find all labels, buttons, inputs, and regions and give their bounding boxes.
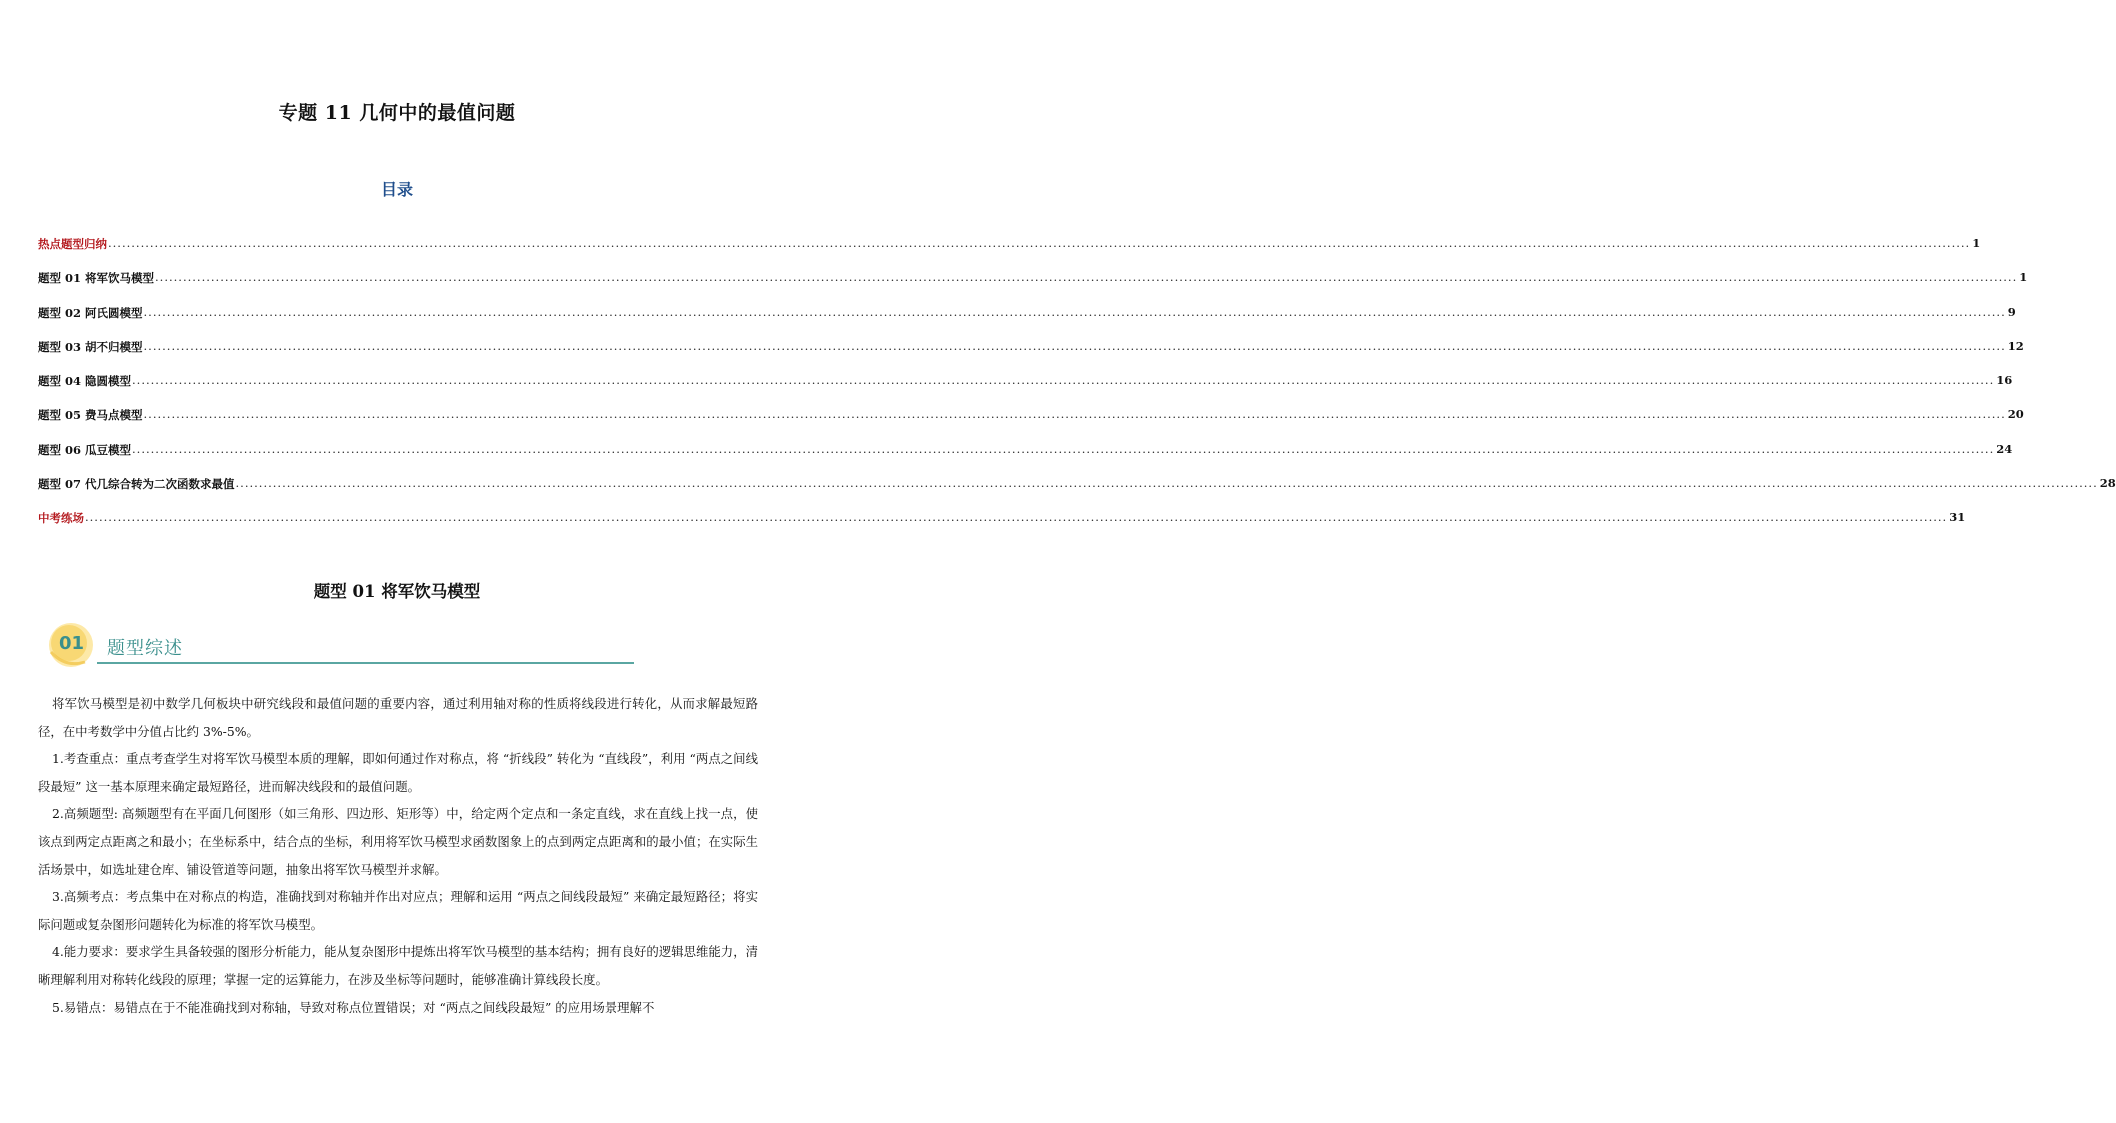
paragraph: 5.易错点：易错点在于不能准确找到对称轴，导致对称点位置错误；对 “两点之间线段最短” 的应用场景理解不 — [52, 999, 655, 1015]
banner-text: 题型综述 — [107, 638, 183, 659]
toc-entry[interactable] — [38, 373, 2013, 407]
toc-entry-page: 24 — [1996, 441, 2013, 456]
toc-entry[interactable] — [38, 441, 2013, 476]
toc-entry-page: 31 — [1949, 510, 1966, 525]
toc-entry-page: 20 — [2007, 407, 2024, 422]
section-body — [38, 690, 758, 1021]
toc-entry-page: 1 — [1972, 236, 1981, 250]
paragraph: 将军饮马模型是初中数学几何板块中研究线段和最值问题的重要内容，通过利用轴对称的性质将线段进行转化，从而求解最短路径，在中考数学中分值占比约 3%-5%。 — [38, 696, 758, 739]
section-banner — [45, 622, 635, 672]
banner-number: 01 — [59, 633, 85, 654]
toc-entry[interactable] — [38, 304, 2016, 339]
toc-leader-dots: ................................................................................................................................................................................................................................................................................................................................................................................................................ — [235, 476, 2098, 491]
toc-entry[interactable] — [38, 476, 2116, 510]
toc-entry-label: 题型 04 隐圆模型 — [38, 374, 132, 389]
toc-entry-page: 9 — [2007, 304, 2016, 319]
toc-entry-label: 中考练场 — [38, 511, 84, 526]
toc-leader-dots: ................................................................................................................................................................................................................................................................................................................................................................................................................ — [143, 407, 2006, 422]
toc-entry-page: 28 — [2099, 476, 2116, 491]
toc-entry-label: 题型 07 代几综合转为二次函数求最值 — [38, 477, 235, 492]
toc-leader-dots: ................................................................................................................................................................................................................................................................................................................................................................................................................ — [108, 236, 1971, 250]
toc-heading: 目录 — [380, 180, 413, 199]
table-of-contents — [38, 236, 2116, 545]
banner-underline — [97, 662, 634, 664]
paragraph: 3.高频考点：考点集中在对称点的构造，准确找到对称轴并作出对应点；理解和运用 “两点之间线段最短” 来确定最短路径；将实际问题或复杂图形问题转化为标准的将军饮马模型。 — [38, 889, 758, 932]
toc-entry-label: 题型 01 将军饮马模型 — [38, 271, 155, 286]
toc-entry-page: 12 — [2007, 338, 2024, 353]
toc-leader-dots: ................................................................................................................................................................................................................................................................................................................................................................................................................ — [143, 338, 2006, 353]
document-title: 专题 11 几何中的最值问题 — [278, 102, 516, 124]
toc-entry-label: 题型 05 费马点模型 — [38, 408, 143, 423]
toc-entry-label: 题型 02 阿氏圆模型 — [38, 305, 143, 320]
toc-leader-dots: ................................................................................................................................................................................................................................................................................................................................................................................................................ — [132, 373, 1995, 388]
toc-entry[interactable] — [38, 407, 2024, 441]
toc-leader-dots: ................................................................................................................................................................................................................................................................................................................................................................................................................ — [85, 510, 1948, 525]
section-title: 题型 01 将军饮马模型 — [313, 582, 481, 601]
paragraph: 2.高频题型: 高频题型有在平面几何图形（如三角形、四边形、矩形等）中，给定两个定点和一条定直线，求在直线上找一点，使该点到两定点距离之和最小；在坐标系中，结合点的坐标，利用将军饮马模型求函数图象上的点到两定点距离和的最小值；在实际生活场景中，如选址建仓库、铺设管道等问题，抽象出将军饮马模型并求解。 — [38, 806, 758, 877]
toc-leader-dots: ................................................................................................................................................................................................................................................................................................................................................................................................................ — [132, 441, 1995, 456]
paragraph: 1.考查重点：重点考查学生对将军饮马模型本质的理解，即如何通过作对称点，将 “折线段” 转化为 “直线段”，利用 “两点之间线段最短” 这一基本原理来确定最短路径，进而解决线段和的最值问题。 — [38, 751, 758, 794]
toc-entry-page: 16 — [1996, 373, 2013, 388]
toc-entry[interactable] — [38, 270, 2028, 304]
toc-leader-dots: ................................................................................................................................................................................................................................................................................................................................................................................................................ — [155, 270, 2018, 285]
toc-leader-dots: ................................................................................................................................................................................................................................................................................................................................................................................................................ — [143, 304, 2006, 319]
paragraph: 4.能力要求：要求学生具备较强的图形分析能力，能从复杂图形中提炼出将军饮马模型的基本结构；拥有良好的逻辑思维能力，清晰理解利用对称转化线段的原理；掌握一定的运算能力，在涉及坐标等问题时，能够准确计算线段长度。 — [38, 944, 758, 987]
toc-entry[interactable] — [38, 236, 1981, 270]
toc-entry-page: 1 — [2019, 270, 2028, 285]
toc-entry-label: 题型 06 瓜豆模型 — [38, 442, 132, 457]
toc-entry[interactable] — [38, 510, 1966, 544]
toc-entry[interactable] — [38, 338, 2024, 373]
toc-entry-label: 题型 03 胡不归模型 — [38, 339, 143, 354]
toc-entry-label: 热点题型归纳 — [38, 237, 107, 251]
